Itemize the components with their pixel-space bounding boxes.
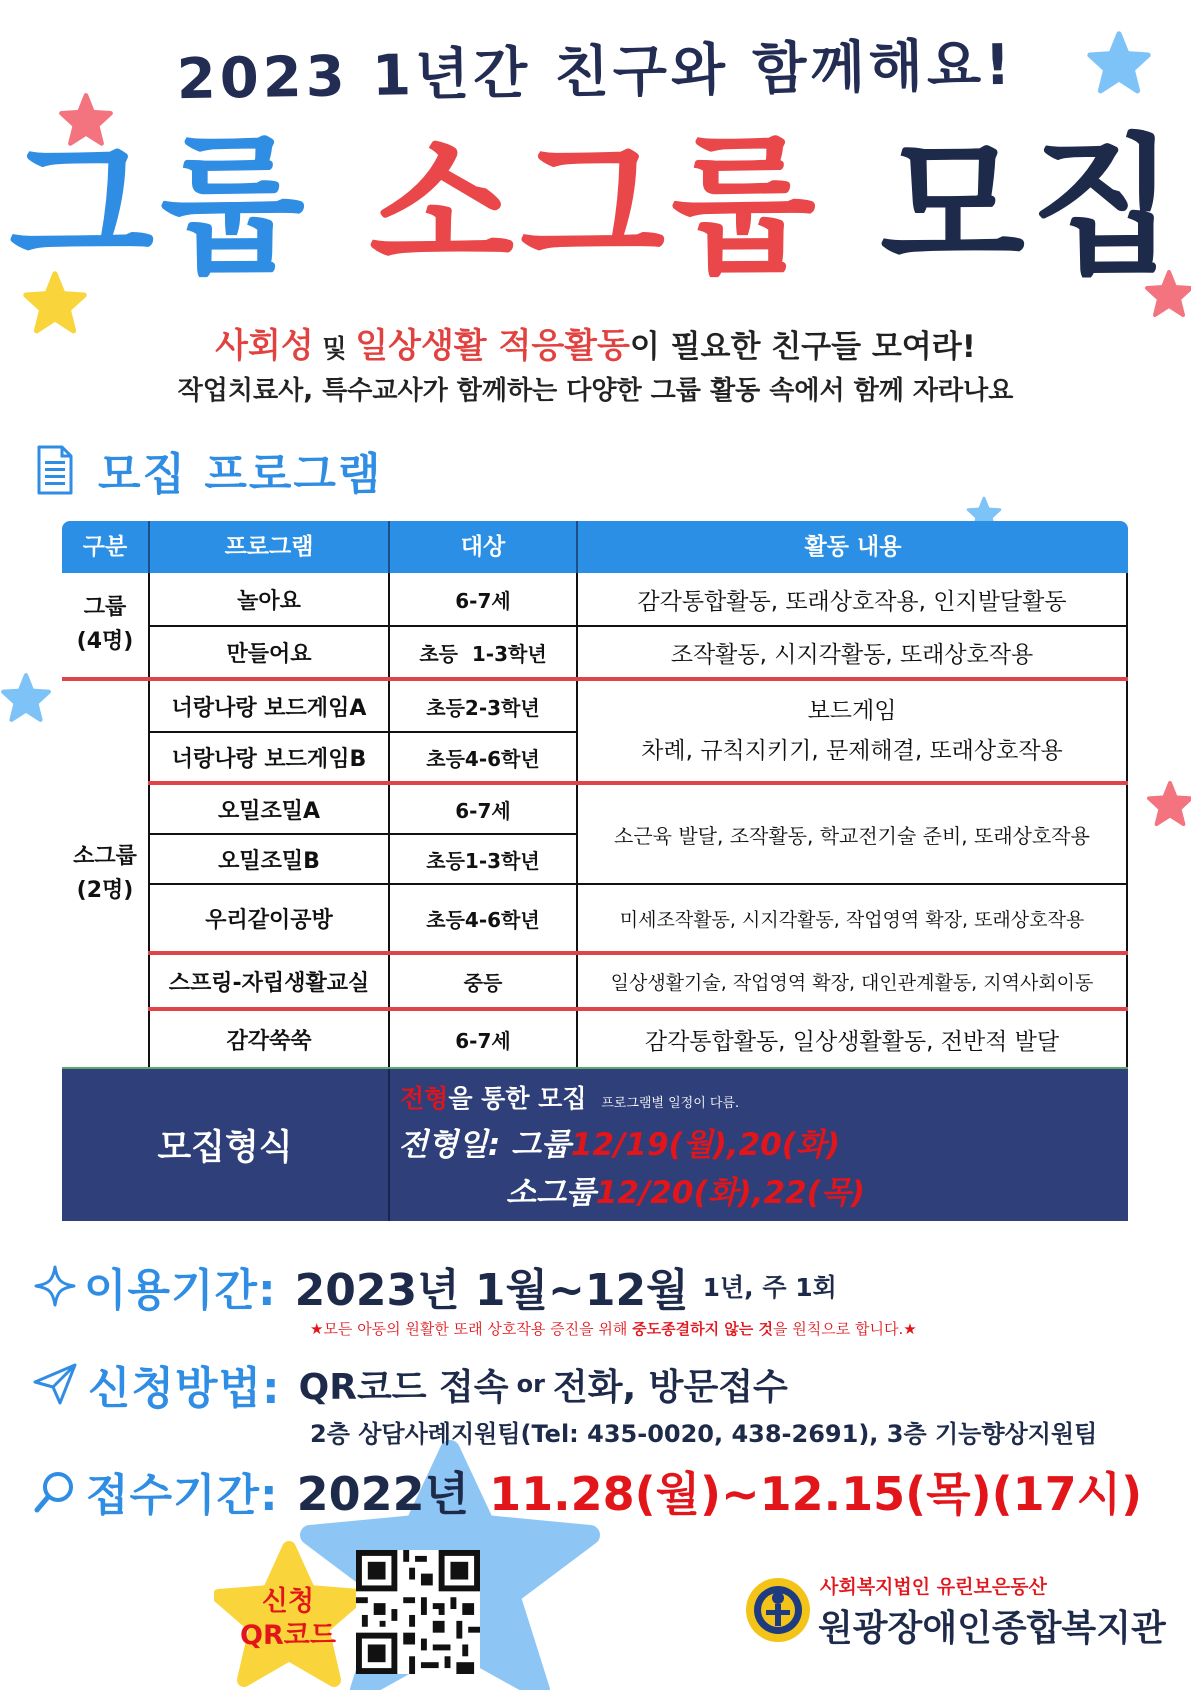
period-label: 이용기간: — [84, 1265, 277, 1316]
notice-pre: ★모든 아동의 원활한 또래 상호작용 증진을 위해 — [310, 1320, 633, 1338]
recruit-form-row — [62, 1069, 1128, 1221]
qr-label-line-2: QR코드 — [240, 1620, 336, 1651]
main-title — [0, 121, 1191, 295]
program-table — [62, 521, 1128, 1221]
apply-or: or — [516, 1370, 545, 1398]
pink-star-icon — [1146, 774, 1191, 834]
title-word-small-group: 소그룹 — [369, 121, 822, 295]
sparkle-icon — [34, 1265, 76, 1307]
program-content: 감각통합활동, 또래상호작용, 인지발달활동 — [637, 588, 1067, 615]
program-content: 일상생활기술, 작업영역 확장, 대인관계활동, 지역사회이동 — [610, 971, 1094, 994]
receipt-row — [34, 1458, 1142, 1524]
subtitle-line-2: 작업치료사, 특수교사가 함께하는 다양한 그룹 활동 속에서 함께 자라나요 — [177, 376, 1014, 406]
board-game-content — [578, 681, 1126, 781]
blue-star-icon — [0, 668, 52, 728]
form-small-group-dates: 12/20(화),22(목) — [595, 1175, 865, 1211]
program-name: 너랑나랑 보드게임B — [171, 746, 367, 772]
period-notice — [310, 1318, 917, 1339]
apply-row — [32, 1352, 788, 1416]
apply-value-1: QR코드 접속 — [298, 1366, 509, 1408]
program-target: 중등 — [463, 970, 503, 995]
table-header — [62, 521, 1128, 573]
top-title: 2023 1년간 친구와 함께해요! — [176, 32, 1015, 113]
form-line-1 — [400, 1079, 739, 1115]
program-target: 초등1-3학년 — [426, 848, 540, 873]
program-name: 너랑나랑 보드게임A — [171, 695, 367, 721]
program-name: 오밀조밀B — [218, 848, 320, 874]
title-word-recruit: 모집 — [880, 121, 1182, 295]
program-content: 미세조작활동, 시지각활동, 작업영역 확장, 또래상호작용 — [619, 908, 1085, 931]
notice-post: 을 원칙으로 합니다.★ — [773, 1320, 917, 1338]
document-icon — [36, 444, 74, 496]
program-target: 초등4-6학년 — [426, 746, 540, 771]
program-name: 감각쑥쑥 — [226, 1028, 312, 1054]
board-content-line-1: 보드게임 — [807, 698, 897, 724]
header-category: 구분 — [82, 534, 128, 560]
qr-label-line-1: 신청 — [261, 1586, 315, 1617]
receipt-year: 2022년 — [296, 1467, 470, 1521]
subtitle-line-1 — [0, 318, 1191, 367]
receipt-label: 접수기간: — [86, 1470, 279, 1521]
program-target: 초등2-3학년 — [426, 695, 540, 720]
header-program: 프로그램 — [224, 534, 314, 560]
form-highlight: 전형 — [400, 1084, 449, 1113]
qr-code-image[interactable] — [356, 1550, 480, 1674]
apply-label: 신청방법: — [88, 1363, 281, 1414]
qr-label — [228, 1585, 348, 1653]
org-logo-icon — [744, 1576, 812, 1644]
title-word-group: 그룹 — [9, 121, 311, 295]
org-name: 원광장애인종합복지관 — [818, 1608, 1166, 1649]
subtitle-highlight-social: 사회성 — [215, 326, 314, 366]
paper-plane-icon — [32, 1362, 78, 1406]
program-target: 초등 1-3학년 — [419, 641, 547, 666]
subtitle-rest: 이 필요한 친구들 모여라! — [629, 329, 976, 365]
apply-contact: 2층 상담사례지원팀(Tel: 435-0020, 438-2691), 3층 기능향상지원팀 — [310, 1420, 1098, 1448]
category-group: 그룹 (4명) — [76, 595, 134, 654]
section-title: 모집 프로그램 — [98, 449, 383, 500]
program-name: 만들어요 — [226, 641, 312, 667]
subtitle-and: 및 — [313, 334, 356, 363]
header-content: 활동 내용 — [804, 534, 902, 560]
period-row — [34, 1254, 837, 1318]
header-target: 대상 — [460, 534, 506, 560]
form-small-group-label: 소그룹 — [506, 1175, 596, 1211]
apply-value-2: 전화, 방문접수 — [552, 1366, 788, 1408]
form-line-3 — [506, 1167, 865, 1212]
form-group-label: 전형일: 그룹 — [398, 1127, 571, 1163]
notice-bold: 중도종결하지 않는 것 — [632, 1320, 773, 1338]
recruit-form-body — [390, 1069, 1128, 1221]
program-target: 6-7세 — [455, 798, 511, 823]
program-content: 조작활동, 시지각활동, 또래상호작용 — [670, 641, 1034, 668]
form-line-2 — [398, 1119, 840, 1164]
program-name: 오밀조밀A — [217, 798, 321, 824]
subtitle-highlight-daily: 일상생활 적응활동 — [355, 326, 630, 366]
board-content-line-2: 차례, 규칙지키기, 문제해결, 또래상호작용 — [641, 738, 1063, 764]
program-target: 초등4-6학년 — [426, 907, 540, 932]
form-note: 프로그램별 일정이 다름. — [601, 1096, 740, 1111]
receipt-dates: 11.28(월)~12.15(목)(17시) — [489, 1467, 1143, 1521]
program-name: 놀아요 — [237, 588, 301, 614]
form-line-1-text: 을 통한 모집 — [448, 1084, 587, 1113]
category-small-group: 소그룹 (2명) — [73, 844, 137, 903]
section-heading — [36, 440, 382, 500]
search-icon — [34, 1469, 76, 1513]
program-name: 스프링-자립생활교실 — [168, 970, 370, 996]
program-name: 우리같이공방 — [205, 907, 333, 933]
program-target: 6-7세 — [455, 588, 511, 613]
period-value: 2023년 1월~12월 — [294, 1265, 689, 1316]
period-note: 1년, 주 1회 — [702, 1273, 837, 1302]
org-subtitle: 사회복지법인 유린보은동산 — [820, 1576, 1047, 1598]
program-content: 감각통합활동, 일상생활활동, 전반적 발달 — [644, 1028, 1060, 1055]
recruit-form-title: 모집형식 — [157, 1128, 293, 1168]
omil-content: 소근육 발달, 조작활동, 학교전기술 준비, 또래상호작용 — [614, 823, 1090, 848]
program-target: 6-7세 — [455, 1028, 511, 1053]
form-group-dates: 12/19(월),20(화) — [570, 1127, 841, 1163]
